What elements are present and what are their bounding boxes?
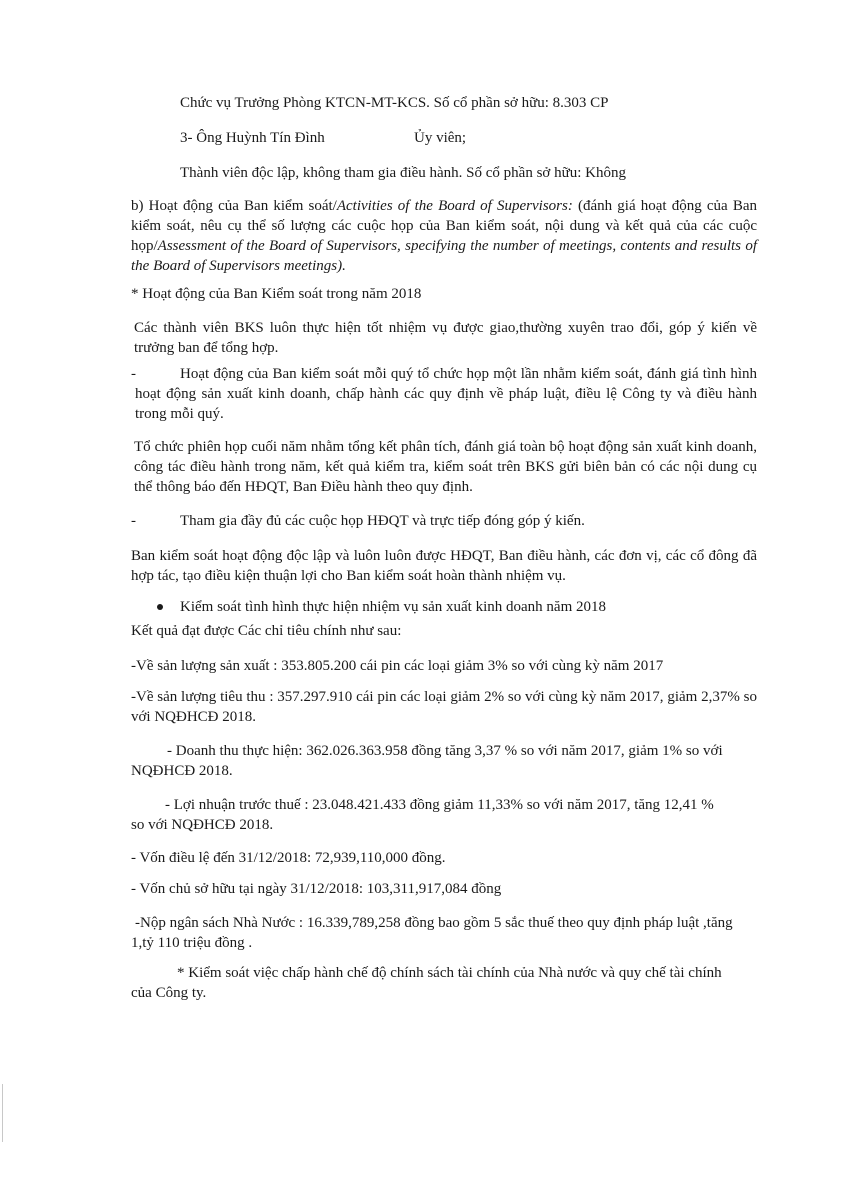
yearend-paragraph: Tổ chức phiên họp cuối năm nhằm tổng kết phân tích, đánh giá toàn bộ hoạt động sản xuất kinh doanh, công tác điều hành trong năm, kết quả kiểm tra, kiểm soát trên BKS gửi biên bản có các nội dung cụ thể thông báo đến HĐQT, Ban Điều hành theo quy định. [134, 439, 757, 495]
member-3-role: Ủy viên; [414, 130, 467, 146]
heading-2018: * Hoạt động của Ban Kiểm soát trong năm 2018 [131, 286, 422, 302]
consumption-paragraph: -Về sản lượng tiêu thu : 357.297.910 cái pin các loại giảm 2% so với cùng kỳ năm 2017, giảm 2,37% so với NQĐHCĐ 2018. [131, 689, 757, 725]
profit-line: - Lợi nhuận trước thuế : 23.048.421.433 đồng giảm 11,33% so với năm 2017, tăng 12,41 % [165, 797, 714, 813]
section-b-text-4: Assessment of the Board of Supervisors, specifying the number of meetings, contents and results of the Board of Supervisors meetings). [131, 238, 757, 274]
bullet-heading: Kiểm soát tình hình thực hiện nhiệm vụ sản xuất kinh doanh năm 2018 [180, 599, 606, 615]
revenue-line: - Doanh thu thực hiện: 362.026.363.958 đồng tăng 3,37 % so với năm 2017, giảm 1% so với [167, 743, 723, 759]
section-b-text-2: Activities of the Board of Supervisors: [336, 198, 573, 214]
members-paragraph: Các thành viên BKS luôn thực hiện tốt nhiệm vụ được giao,thường xuyên trao đổi, góp ý kiến về trưởng ban để tổng hợp. [134, 320, 757, 356]
budget-line-2: 1,tỷ 110 triệu đồng . [131, 935, 253, 951]
member-3-name: 3- Ông Huỳnh Tín Đình [180, 130, 325, 146]
profit-line-2: so với NQĐHCĐ 2018. [131, 817, 274, 833]
dash-2: - [131, 513, 136, 529]
section-b-paragraph [131, 196, 757, 276]
independent-paragraph: Ban kiểm soát hoạt động độc lập và luôn luôn được HĐQT, Ban điều hành, các đơn vị, các cổ đông đã hợp tác, tạo điều kiện thuận lợi cho Ban kiểm soát hoàn thành nhiệm vụ. [131, 548, 757, 584]
control-line-2: của Công ty. [131, 985, 207, 1001]
section-b-text-3: (đánh giá hoạt động của Ban kiểm soát, nêu cụ thể số lượng các cuộc họp của Ban kiểm soát, nội dung và kết quả của các cuộc họp/ [131, 198, 757, 254]
section-b-text-1: b) Hoạt động của Ban kiểm soát/ [131, 198, 337, 214]
quarterly-paragraph: Hoạt động của Ban kiểm soát mỗi quý tổ chức họp một lần nhằm kiểm soát, đánh giá tình hình hoạt động sản xuất kinh doanh, chấp hành các quy định về pháp luật, điều lệ Công ty và điều hành trong mỗi quý. [135, 366, 757, 422]
charter-capital-line: - Vốn điều lệ đến 31/12/2018: 72,939,110,000 đồng. [131, 850, 446, 866]
attend-paragraph: Tham gia đầy đủ các cuộc họp HĐQT và trực tiếp đóng góp ý kiến. [180, 513, 585, 529]
member-3-info: Thành viên độc lập, không tham gia điều hành. Số cổ phần sở hữu: Không [180, 165, 626, 181]
budget-line: -Nộp ngân sách Nhà Nước : 16.339,789,258 đồng bao gồm 5 sắc thuế theo quy định pháp luật ,tăng [135, 915, 733, 931]
equity-line: - Vốn chủ sở hữu tại ngày 31/12/2018: 103,311,917,084 đồng [131, 881, 502, 897]
position-line: Chức vụ Trưởng Phòng KTCN-MT-KCS. Số cổ phần sở hữu: 8.303 CP [180, 95, 609, 111]
dash-1: - [131, 366, 136, 382]
control-line: * Kiểm soát việc chấp hành chế độ chính sách tài chính của Nhà nước và quy chế tài chính [177, 965, 722, 981]
production-line: -Về sản lượng sản xuất : 353.805.200 cái pin các loại giảm 3% so với cùng kỳ năm 2017 [131, 658, 664, 674]
bullet-icon [157, 604, 163, 610]
results-intro: Kết quả đạt được Các chỉ tiêu chính như sau: [131, 623, 402, 639]
revenue-line-2: NQĐHCĐ 2018. [131, 763, 233, 779]
scan-edge-mark [2, 1084, 3, 1142]
